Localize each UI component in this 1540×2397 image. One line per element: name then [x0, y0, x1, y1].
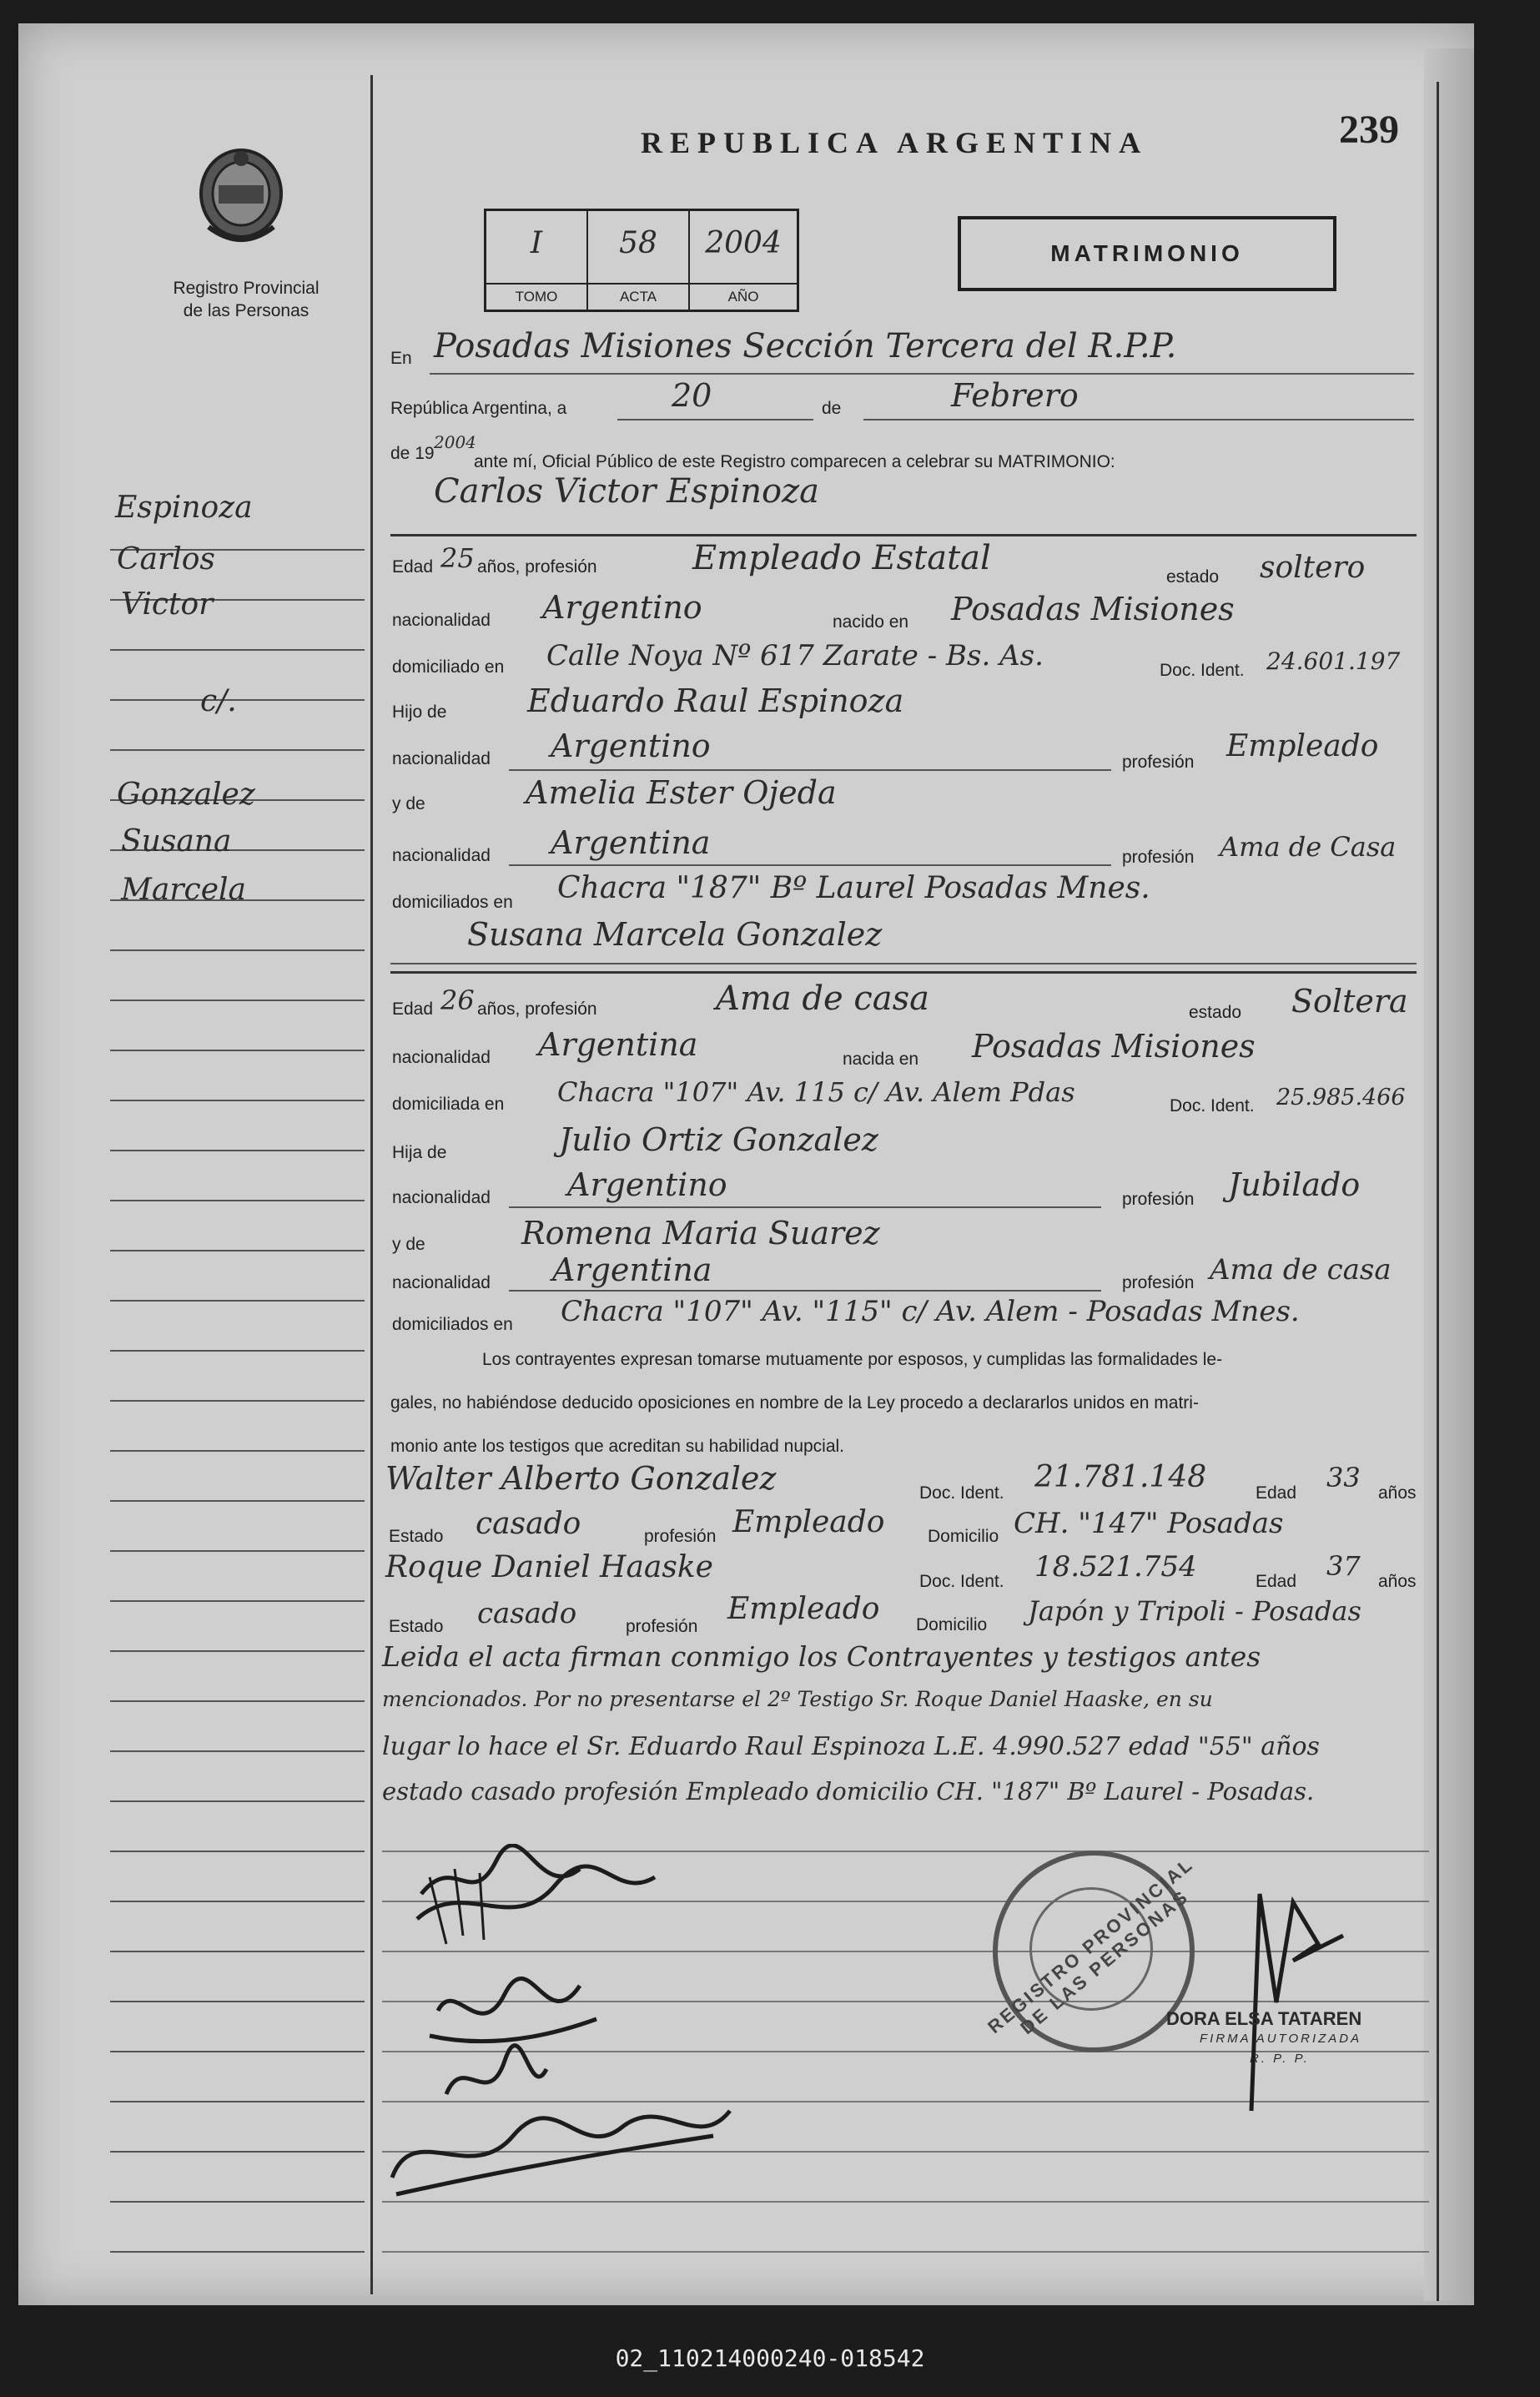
- official-signature: [1235, 1877, 1360, 2128]
- groom-father-nac-label: nacionalidad: [392, 749, 491, 768]
- bride-hija-label: Hija de: [392, 1143, 447, 1162]
- bride-mother-nat-underline: [509, 1290, 1101, 1292]
- bride-doc: 25.985.466: [1276, 1085, 1406, 1110]
- groom-doc-label: Doc. Ident.: [1160, 661, 1245, 680]
- groom-mother-nat: Argentina: [551, 824, 711, 861]
- groom-estado-label: estado: [1166, 567, 1220, 587]
- acta-value: 58: [619, 226, 657, 260]
- groom-age: 25: [440, 542, 475, 574]
- republica-label: República Argentina, a: [390, 399, 567, 418]
- witness2-name: Roque Daniel Haaske: [385, 1550, 713, 1584]
- witness1-edad-label: Edad: [1256, 1483, 1297, 1503]
- bride-age: 26: [440, 984, 475, 1016]
- registry-name: Registro Provincial de las Personas: [173, 279, 320, 320]
- witness2-anos-label: años: [1378, 1572, 1417, 1591]
- note-line1: Leida el acta firman conmigo los Contrayentes y testigos antes: [382, 1640, 1261, 1673]
- document-type-box: MATRIMONIO: [958, 216, 1336, 291]
- declaration-text: Los contrayentes expresan tomarse mutuamente por esposos, y cumplidas las formalidades le- gales, no habiéndose deducido oposiciones en nombre de la Ley procedo a declararlos unidos en matri- monio ante los testigos que acreditan su habilidad nupcial.: [390, 1350, 1223, 1456]
- witness1-dom-label: Domicilio: [928, 1527, 999, 1546]
- bride-nationality: Argentina: [538, 1026, 698, 1063]
- groom-mother-nac-label: nacionalidad: [392, 846, 491, 865]
- bride-dom-label: domiciliada en: [392, 1095, 505, 1114]
- page-edge: [1424, 48, 1474, 2301]
- witness1-age: 33: [1326, 1462, 1361, 1493]
- witness2-edad-label: Edad: [1256, 1572, 1297, 1591]
- margin-surname2: Gonzalez: [117, 778, 255, 812]
- groom-parents-dom-label: domiciliados en: [392, 893, 513, 912]
- day-value: 20: [672, 377, 712, 414]
- official-seal: [984, 1851, 1198, 2052]
- groom-parents-address: Chacra "187" Bº Laurel Posadas Mnes.: [557, 871, 1150, 905]
- margin-given2a: Susana: [121, 824, 232, 859]
- signature-scribbles: [380, 1844, 772, 2203]
- day-underline: [617, 419, 813, 420]
- bride-mother: Romena Maria Suarez: [521, 1215, 880, 1251]
- seal-text: REGISTRO PROVINCIAL DE LAS PERSONAS: [984, 1853, 1198, 2039]
- groom-address: Calle Noya Nº 617 Zarate - Bs. As.: [546, 639, 1044, 672]
- note-line2: mencionados. Por no presentarse el 2º Testigo Sr. Roque Daniel Haaske, en su: [382, 1687, 1213, 1711]
- groom-name: Carlos Victor Espinoza: [434, 472, 819, 511]
- tomo-label: TOMO: [486, 283, 586, 310]
- page-number: 239: [1339, 108, 1399, 152]
- bride-father-prof: Jubilado: [1228, 1166, 1361, 1203]
- groom-doc: 24.601.197: [1266, 647, 1401, 675]
- acta-cell: [588, 211, 690, 310]
- groom-birthplace: Posadas Misiones: [951, 591, 1235, 627]
- ano-label: AÑO: [690, 283, 797, 310]
- right-border: [1437, 82, 1439, 2301]
- month-underline: [863, 419, 1414, 420]
- bride-father-nac-label: nacionalidad: [392, 1188, 491, 1207]
- official-org: R. P. P.: [1250, 2052, 1310, 2066]
- bride-estado-label: estado: [1189, 1003, 1242, 1022]
- witness1-name: Walter Alberto Gonzalez: [385, 1460, 777, 1497]
- witness2-profession: Empleado: [727, 1592, 880, 1626]
- note-line3: lugar lo hace el Sr. Eduardo Raul Espinoza L.E. 4.990.527 edad "55" años: [382, 1732, 1320, 1761]
- bride-estado: Soltera: [1291, 983, 1408, 1020]
- bride-name: Susana Marcela Gonzalez: [467, 916, 883, 953]
- margin-given2b: Marcela: [121, 873, 246, 907]
- bride-profession: Ama de casa: [716, 979, 929, 1018]
- year-value: 2004: [434, 432, 476, 452]
- witness2-doc-label: Doc. Ident.: [919, 1572, 1004, 1591]
- witness1-address: CH. "147" Posadas: [1014, 1507, 1284, 1540]
- witness1-estado-label: Estado: [389, 1527, 444, 1546]
- month-value: Febrero: [951, 377, 1079, 414]
- bride-address: Chacra "107" Av. 115 c/ Av. Alem Pdas: [557, 1076, 1075, 1108]
- groom-father-prof: Empleado: [1226, 729, 1379, 763]
- bride-doc-label: Doc. Ident.: [1170, 1096, 1255, 1115]
- bride-yde-label: y de: [392, 1235, 425, 1254]
- witness1-anos-label: años: [1378, 1483, 1417, 1503]
- margin-given1a: Carlos: [117, 542, 215, 577]
- ledger-box: [484, 209, 799, 312]
- groom-father-nat: Argentino: [551, 728, 711, 764]
- bride-father-nat: Argentino: [567, 1166, 727, 1203]
- witness2-estado-label: Estado: [389, 1617, 444, 1636]
- witness1-doc-label: Doc. Ident.: [919, 1483, 1004, 1503]
- bride-father-nat-underline: [509, 1206, 1101, 1208]
- place-underline: [430, 373, 1414, 375]
- de-label: de: [822, 399, 842, 418]
- groom-dom-label: domiciliado en: [392, 657, 505, 677]
- groom-nac-label: nacionalidad: [392, 611, 491, 630]
- bride-separator-top: [390, 963, 1417, 964]
- country-title: REPUBLICA ARGENTINA: [641, 126, 1149, 159]
- groom-mother-prof-label: profesión: [1122, 848, 1195, 867]
- tomo-value: I: [530, 226, 543, 260]
- bride-mother-prof-label: profesión: [1122, 1273, 1195, 1292]
- groom-mother-prof: Ama de Casa: [1220, 831, 1397, 863]
- en-label: En: [390, 349, 412, 368]
- tomo-cell: [486, 211, 588, 310]
- bride-nac-label: nacionalidad: [392, 1048, 491, 1067]
- bride-mother-prof: Ama de casa: [1210, 1253, 1392, 1287]
- witness1-estado: casado: [476, 1507, 581, 1541]
- note-line4: estado casado profesión Empleado domicilio CH. "187" Bº Laurel - Posadas.: [382, 1777, 1315, 1805]
- ano-value: 2004: [705, 226, 782, 260]
- statement-text: ante mí, Oficial Público de este Registro comparecen a celebrar su MATRIMONIO:: [474, 452, 1115, 471]
- groom-nacido-label: nacido en: [833, 612, 909, 632]
- bride-nacida-label: nacida en: [843, 1050, 919, 1069]
- image-code: 02_110214000240-018542: [615, 2344, 925, 2372]
- groom-father-nat-underline: [509, 769, 1111, 771]
- groom-mother-nat-underline: [509, 864, 1111, 866]
- groom-yde-label: y de: [392, 794, 425, 813]
- groom-father: Eduardo Raul Espinoza: [527, 682, 904, 719]
- groom-separator: [390, 534, 1417, 536]
- witness2-estado: casado: [477, 1597, 577, 1630]
- margin-given1b: Victor: [121, 587, 214, 622]
- bride-parents-address: Chacra "107" Av. "115" c/ Av. Alem - Posadas Mnes.: [561, 1295, 1300, 1328]
- margin-divider: [370, 75, 373, 2294]
- bride-edad-label: Edad: [392, 1000, 434, 1019]
- groom-edad-label: Edad: [392, 557, 434, 577]
- bride-birthplace: Posadas Misiones: [972, 1028, 1256, 1065]
- bride-separator: [390, 971, 1417, 974]
- witness2-doc: 18.521.754: [1034, 1550, 1197, 1584]
- groom-mother: Amelia Ester Ojeda: [526, 774, 837, 811]
- bride-father-prof-label: profesión: [1122, 1190, 1195, 1209]
- coat-of-arms-icon: [192, 144, 290, 252]
- place-value: Posadas Misiones Sección Tercera del R.P.P.: [434, 327, 1177, 365]
- official-name: DORA ELSA TATAREN: [1166, 2008, 1362, 2029]
- witness1-doc: 21.781.148: [1034, 1460, 1207, 1494]
- margin-conj: c/.: [200, 684, 237, 718]
- witness1-profession: Empleado: [732, 1505, 885, 1539]
- bride-father: Julio Ortiz Gonzalez: [559, 1121, 878, 1158]
- official-block: [1166, 2009, 1361, 2069]
- margin-surname1: Espinoza: [115, 491, 253, 525]
- witness2-age: 37: [1326, 1550, 1361, 1582]
- groom-profession: Empleado Estatal: [692, 539, 991, 577]
- witness1-prof-label: profesión: [644, 1527, 717, 1546]
- ano-cell: [690, 211, 797, 310]
- witness2-address: Japón y Tripoli - Posadas: [1028, 1595, 1361, 1627]
- bride-parents-dom-label: domiciliados en: [392, 1315, 513, 1334]
- bride-mother-nat: Argentina: [552, 1251, 712, 1288]
- bride-mother-nac-label: nacionalidad: [392, 1273, 491, 1292]
- groom-nationality: Argentino: [542, 589, 702, 626]
- groom-hijo-label: Hijo de: [392, 702, 447, 722]
- witness2-dom-label: Domicilio: [916, 1615, 988, 1634]
- groom-father-prof-label: profesión: [1122, 753, 1195, 772]
- witness2-prof-label: profesión: [626, 1617, 698, 1636]
- official-title: FIRMA AUTORIZADA: [1200, 2032, 1362, 2046]
- bride-anos-label: años, profesión: [477, 1000, 597, 1019]
- groom-estado: soltero: [1260, 551, 1366, 585]
- year-prefix: de 19: [390, 444, 435, 463]
- acta-label: ACTA: [588, 283, 688, 310]
- groom-anos-label: años, profesión: [477, 557, 597, 577]
